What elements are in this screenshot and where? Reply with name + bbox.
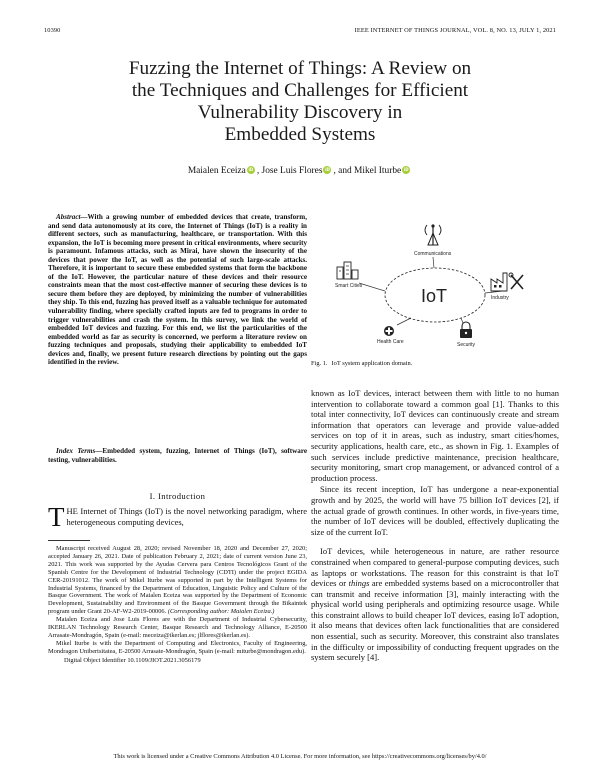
paper-title: [40, 58, 560, 146]
lock-icon: [460, 322, 472, 338]
index-terms-text: Embedded system, fuzzing, Internet of Things (IoT), software testing, vulnerabilities.: [48, 447, 308, 464]
footnote-text: Manuscript received August 28, 2020; revised November 18, 2020 and December 27, 2020; accepted January 26, 2021. Date of publication February 2, 2021; date of current version June 23, 2021. This work was supported by the Ayudas Cervera para Centros Tecnológicos Grant of the Spanish Centre for the Development of Industrial Technology (CDTI) under the project EGIDA CER-20191012. The work of Mikel Iturbe was supported in part by the Intelligent Systems for Industrial Systems, financed by the Department of Education, Linguistic Policy and Culture of the Basque Government. The work of Maialen Eceiza was supported by the Department of Economic Development, Sustainability and Environment of the Basque Government through the Bikaintek program under Grant 20-AF-W2-2019-00006.: [48, 545, 307, 616]
node-label-communications: Communications: [414, 251, 452, 257]
title-line: the Techniques and Challenges for Efficient: [131, 80, 469, 101]
orcid-icon[interactable]: [323, 166, 331, 174]
footnotes: [48, 545, 307, 665]
emphasis-things: things: [348, 578, 370, 589]
orcid-icon[interactable]: [247, 166, 255, 174]
factory-icon: [491, 273, 507, 291]
figure-caption-text: IoT system application domain.: [331, 360, 413, 367]
figure-1: [311, 215, 559, 357]
body-paragraph: Since its recent inception, IoT has undergone a near-exponential growth and by 2025, the world will have 75 billion IoT devices [2], if the actual grade of growth continues. In other words, in five-years time, the number of IoT devices will be doubled, effectively duplicating the size of the current IoT.: [311, 484, 559, 537]
figure-number: Fig. 1.: [311, 360, 328, 367]
node-label-smart-cities: Smart Cities: [335, 283, 363, 289]
abstract-label: Abstract—: [56, 213, 88, 221]
title-line: Embedded Systems: [224, 124, 376, 145]
footnote-divider: [48, 540, 90, 541]
title-line: Vulnerability Discovery in: [197, 102, 403, 123]
body-text-right: [311, 388, 559, 664]
city-icon: [337, 262, 358, 279]
author-list: [40, 166, 560, 176]
body-text: IoT devices, while heterogeneous in nature, are rather resource constrained when compared to general-purpose computing devices, such as laptops or workstations. The reason for this constraint is that IoT devices or: [311, 546, 559, 589]
node-label-security: Security: [457, 342, 476, 348]
body-paragraph: known as IoT devices, interact between them with little to no human intervention to collaborate toward a common goal [1]. Thanks to this total inter connectivity, IoT devices can continuously create and stream information that operators can leverage and provide value-added services on top of it in areas, such as industry, smart cities/homes, security applications, health care, etc., as shown in Fig. 1. Examples of such services include predictive maintenance, precision healthcare, security monitoring, smart crop management, or advanced control of a production process.: [311, 388, 559, 483]
footnote-affiliation: Mikel Iturbe is with the Department of Computing and Electronics, Faculty of Engineering, Mondragon Unibertsitatea, E-20500 Arrasate-Mondragón, Spain (e-mail: miturbe@mondragon.edu).: [48, 640, 307, 656]
tools-icon: [509, 273, 523, 289]
iot-center-label: IoT: [421, 286, 448, 306]
page-number: 10390: [44, 27, 61, 34]
author-name: , and Mikel Iturbe: [333, 166, 402, 176]
link-line: [359, 283, 385, 291]
intro-text: HE Internet of Things (IoT) is the novel networking paradigm, where heterogeneous computing devices,: [66, 506, 307, 527]
author-name: Maialen Eceiza: [187, 166, 246, 176]
antenna-icon: [425, 224, 441, 245]
index-terms-label: Index Terms—: [56, 447, 103, 455]
node-label-industry: Industry: [491, 295, 509, 301]
author-name: , Jose Luis Flores: [256, 166, 323, 176]
footnote-affiliation: Maialen Eceiza and Jose Luis Flores are with the Department of Industrial Cybersecurity, IKERLAN Technology Research Center, Basque Research and Technology Alliance, E-20500 Arrasate-Mondragón, Spain (e-mail: meceiza@ikerlan.es; jlflores@ikerlan.es).: [48, 616, 307, 640]
link-line: [433, 257, 434, 268]
title-line: Fuzzing the Internet of Things: A Review on: [128, 58, 472, 79]
abstract-text: With a growing number of embedded devices that create, transform, and send data autonomously at its core, the Internet of Things (IoT) is a reality in different sectors, such as manufacturing, healthcare, or transportation. With this expansion, the IoT is becoming more present in critical environments, where security is paramount. Infamous attacks, such as Mirai, have shown the insecurity of the devices that power the IoT, as well as the potential of such large-scale attacks. Therefore, it is important to secure these embedded systems that form the backbone of the IoT. However, the particular nature of these devices and their resource constraints mean that the most cost-effective manner of securing these devices is to secure them before they are deployed, by minimizing the number of vulnerabilities they ship. To this end, fuzzing has proved itself as a valuable technique for automated vulnerability finding, where specially crafted inputs are fed to programs in order to trigger vulnerabilities and crash the system. In this survey, we link the world of embedded IoT devices and fuzzing. For this end, we list the particularities of the embedded world as far as security is concerned, we perform a literature review on fuzzing techniques and proposals, studying their applicability to embedded IoT devices and, finally, we present future research directions by pointing out the gaps identified in the review.: [48, 213, 307, 367]
link-line: [461, 318, 463, 323]
figure-caption: [311, 360, 559, 367]
index-terms: [48, 447, 307, 464]
running-header: [44, 27, 556, 37]
medical-cross-icon: [384, 326, 394, 336]
doi: Digital Object Identifier 10.1109/JIOT.2021.3056179: [64, 656, 201, 664]
body-text: are embedded systems based on a microcontroller that can transmit and receive information [3], mainly interacting with the physical world using peripherals and optimizing resource usage. While this constraint allows to build cheaper IoT devices, easing IoT adoption, it also means that devices often lack functionalities that are considered non essential, such as security. Moreover, this constraint also translates in the difficulty or impossibility of conducting frequent upgrades on the system securely [4].: [311, 578, 559, 663]
intro-paragraph: [48, 502, 307, 532]
body-paragraph: [311, 546, 559, 663]
corresponding-author: (Corresponding author: Maialen Eceiza.): [167, 608, 275, 616]
footnote-manuscript: [48, 545, 307, 616]
journal-name: IEEE INTERNET OF THINGS JOURNAL, VOL. 8, NO. 13, JULY 1, 2021: [354, 27, 556, 34]
link-line: [397, 318, 411, 325]
node-label-health-care: Health Care: [377, 339, 404, 345]
drop-cap: T: [48, 502, 65, 532]
license-notice: This work is licensed under a Creative Commons Attribution 4.0 License. For more information, see https://creativecommons.org/licenses/by/4.0/: [113, 753, 487, 760]
abstract: [48, 213, 307, 367]
orcid-icon[interactable]: [402, 166, 410, 174]
iot-diagram: [311, 215, 559, 357]
section-heading: I. Introduction: [149, 491, 206, 501]
